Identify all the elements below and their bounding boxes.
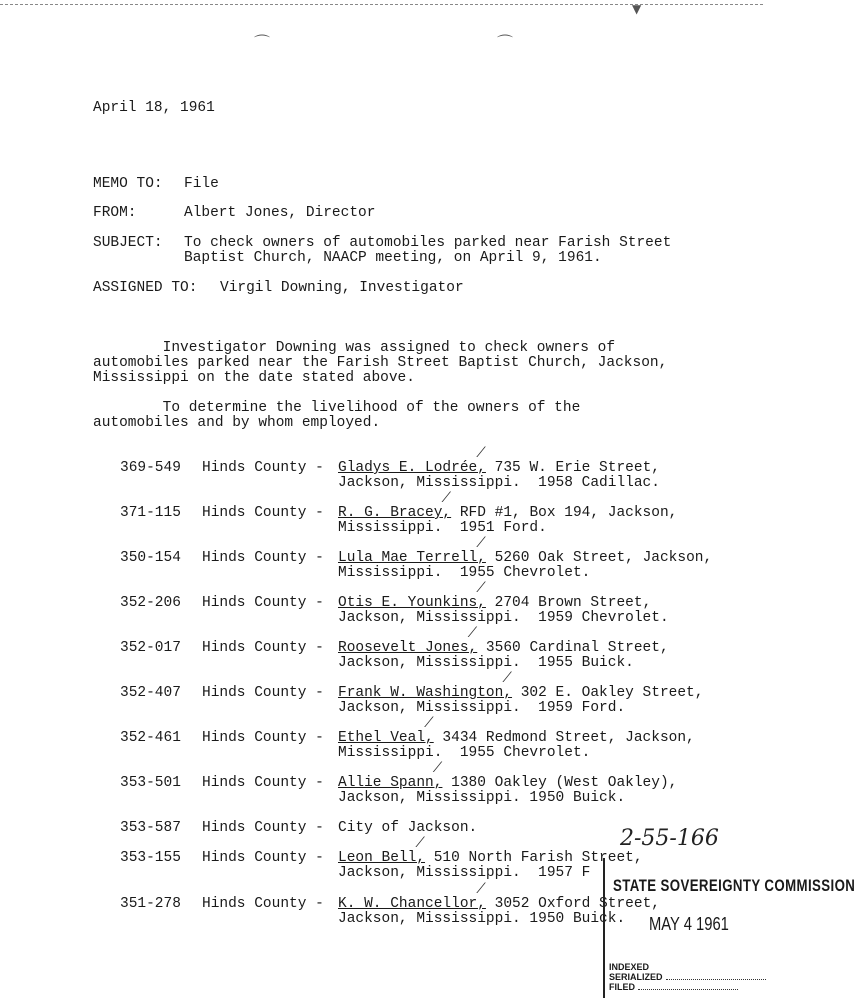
entry-plate-number: 352-017 (120, 640, 181, 656)
entry-owner-name: Lula Mae Terrell, (338, 550, 486, 566)
entry-owner-name: Allie Spann, (338, 775, 443, 791)
entry-plate-number: 350-154 (120, 550, 181, 566)
entry-plate-number: 353-501 (120, 775, 181, 791)
handwritten-check-icon: ⁄ (436, 760, 439, 776)
entry-plate-number: 352-407 (120, 685, 181, 701)
entry-owner-line-2: Mississippi. 1955 Chevrolet. (338, 565, 591, 581)
stamp-indexed: INDEXED (609, 962, 650, 972)
paragraph-1-line-1: Investigator Downing was assigned to check owners of (93, 340, 616, 356)
entry-owner-line-1 (338, 596, 651, 611)
entry-owner-line-2: Jackson, Mississippi. 1950 Buick. (338, 911, 626, 927)
top-edge-rule (0, 4, 763, 5)
subject-line-1: To check owners of automobiles parked near Farish Street (184, 235, 672, 251)
entry-owner-name: Otis E. Younkins, (338, 595, 486, 611)
entry-owner-line-1 (338, 641, 669, 656)
entry-owner-name: Gladys E. Lodrée, (338, 460, 486, 476)
paragraph-2-line-2: automobiles and by whom employed. (93, 415, 381, 431)
entry-owner-address: 3560 Cardinal Street, (477, 640, 669, 656)
paragraph-1-line-3: Mississippi on the date stated above. (93, 370, 415, 386)
entry-owner-name: Ethel Veal, (338, 730, 434, 746)
assigned-value: Virgil Downing, Investigator (220, 280, 464, 296)
entry-county: Hinds County - (202, 550, 324, 566)
entry-owner-line-1 (338, 686, 703, 701)
entry-owner-name: R. G. Bracey, (338, 505, 452, 521)
paragraph-2-line-1: To determine the livelihood of the owners of the (93, 400, 581, 416)
entry-owner-address: RFD #1, Box 194, Jackson, (451, 505, 678, 521)
entry-owner-line-2: Jackson, Mississippi. 1955 Buick. (338, 655, 634, 671)
entry-owner-line-2: Jackson, Mississippi. 1950 Buick. (338, 790, 626, 806)
entry-owner-address: 2704 Brown Street, (485, 595, 652, 611)
entry-county: Hinds County - (202, 850, 324, 866)
entry-owner-line-1 (338, 821, 477, 836)
memo-to-value: File (184, 176, 219, 192)
entry-county: Hinds County - (202, 896, 324, 912)
handwritten-check-icon: ⁄ (445, 490, 448, 506)
memo-date: April 18, 1961 (93, 100, 215, 116)
entry-county: Hinds County - (202, 730, 324, 746)
entry-owner-address: 735 W. Erie Street, (485, 460, 660, 476)
entry-owner-line-1 (338, 506, 677, 521)
entry-county: Hinds County - (202, 460, 324, 476)
entry-owner-line-2: Jackson, Mississippi. 1959 Ford. (338, 700, 626, 716)
assigned-label: ASSIGNED TO: (93, 280, 198, 296)
sovereignty-commission-stamp (603, 858, 855, 998)
entry-county: Hinds County - (202, 640, 324, 656)
entry-owner-address: 5260 Oak Street, Jackson, (485, 550, 713, 566)
entry-owner-address: 1380 Oakley (West Oakley), (442, 775, 678, 791)
entry-plate-number: 353-587 (120, 820, 181, 836)
entry-county: Hinds County - (202, 505, 324, 521)
entry-owner-line-2: Mississippi. 1951 Ford. (338, 520, 547, 536)
memo-to-label: MEMO TO: (93, 176, 163, 192)
handwritten-check-icon: ⁄ (471, 625, 474, 641)
entry-owner-address: 3434 Redmond Street, Jackson, (433, 730, 695, 746)
entry-plate-number: 369-549 (120, 460, 181, 476)
entry-plate-number: 353-155 (120, 850, 181, 866)
entry-owner-address: 510 North Farish Street, (425, 850, 643, 866)
subject-label: SUBJECT: (93, 235, 163, 251)
entry-owner-name: Leon Bell, (338, 850, 426, 866)
stamp-date: MAY 4 1961 (649, 914, 729, 934)
entry-owner-line-1 (338, 776, 677, 791)
entry-plate-number: 352-206 (120, 595, 181, 611)
entry-plate-number: 351-278 (120, 896, 181, 912)
entry-county: Hinds County - (202, 820, 324, 836)
handwritten-check-icon: ⁄ (479, 881, 483, 897)
paragraph-1-line-2: automobiles parked near the Farish Street Baptist Church, Jackson, (93, 355, 668, 371)
handwritten-check-icon: ⁄ (479, 580, 483, 596)
entry-owner-line-1 (338, 551, 712, 566)
entry-owner-line-2: Jackson, Mississippi. 1959 Chevrolet. (338, 610, 669, 626)
scan-mark-icon: ⌒ (497, 33, 514, 52)
from-value: Albert Jones, Director (184, 205, 376, 221)
entry-county: Hinds County - (202, 685, 324, 701)
entry-owner-line-1 (338, 851, 643, 866)
entry-county: Hinds County - (202, 595, 324, 611)
from-label: FROM: (93, 205, 137, 221)
handwritten-check-icon: ⁄ (479, 535, 483, 551)
stamp-title: STATE SOVEREIGNTY COMMISSION (613, 876, 855, 895)
stamp-serialized: SERIALIZED (609, 972, 766, 982)
scan-mark-icon: ⌒ (254, 33, 271, 52)
entry-owner-address: 302 E. Oakley Street, (512, 685, 704, 701)
entry-plate-number: 352-461 (120, 730, 181, 746)
handwritten-check-icon: ⁄ (506, 670, 509, 686)
entry-owner-line-2: Jackson, Mississippi. 1957 F (338, 865, 591, 881)
entry-owner-line-2: Jackson, Mississippi. 1958 Cadillac. (338, 475, 660, 491)
entry-owner-address: City of Jackson. (338, 820, 478, 836)
triangle-mark-icon: ▼ (632, 2, 642, 16)
entry-owner-name: Frank W. Washington, (338, 685, 513, 701)
entry-owner-name: Roosevelt Jones, (338, 640, 478, 656)
entry-owner-line-1 (338, 461, 660, 476)
handwritten-check-icon: ⁄ (479, 445, 483, 461)
handwritten-check-icon: ⁄ (419, 835, 422, 851)
entry-county: Hinds County - (202, 775, 324, 791)
handwritten-file-number: 2-55-166 (620, 826, 719, 851)
entry-owner-line-1 (338, 731, 695, 746)
entry-plate-number: 371-115 (120, 505, 181, 521)
subject-line-2: Baptist Church, NAACP meeting, on April 9, 1961. (184, 250, 602, 266)
entry-owner-line-2: Mississippi. 1955 Chevrolet. (338, 745, 591, 761)
entry-owner-address: 3052 Oxford Street, (485, 896, 660, 912)
handwritten-check-icon: ⁄ (427, 715, 431, 731)
entry-owner-name: K. W. Chancellor, (338, 896, 486, 912)
stamp-filed: FILED (609, 982, 738, 992)
